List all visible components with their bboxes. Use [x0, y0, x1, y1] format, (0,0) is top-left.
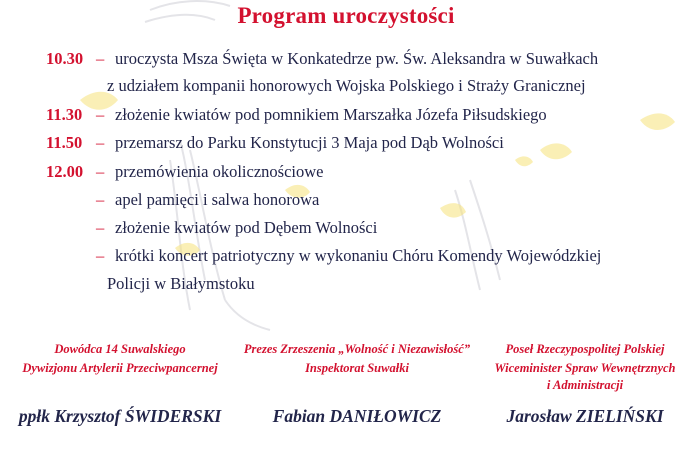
- program-dash: –: [96, 133, 105, 152]
- program-sub-item: [0, 244, 692, 268]
- program-dash: –: [96, 218, 105, 237]
- program-row: [0, 47, 692, 71]
- program-sub-item: [0, 188, 692, 212]
- signatory-title-line: Prezes Zrzeszenia „Wolność i Niezawisłość”: [243, 342, 471, 356]
- program-sub-text: apel pamięci i salwa honorowa: [115, 190, 320, 209]
- signatory-title-line: Inspektorat Suwałki: [305, 361, 409, 375]
- program-time: 12.00: [46, 162, 84, 181]
- program-text: przemówienia okolicznościowe: [115, 162, 324, 181]
- program-dash: –: [96, 162, 105, 181]
- signatory-title-block: [232, 340, 482, 378]
- program-dash: –: [96, 49, 105, 68]
- program-title: Program uroczystości: [237, 3, 455, 28]
- program-text: uroczysta Msza Święta w Konkatedrze pw. Św. Aleksandra w Suwałkach: [115, 49, 599, 68]
- signatory-title-line: Wiceminister Spraw Wewnętrznych: [494, 361, 676, 375]
- program-row: [0, 131, 692, 155]
- program-sub-item: [0, 216, 692, 240]
- program-dash: –: [96, 190, 105, 209]
- signatory-name: ppłk Krzysztof ŚWIDERSKI: [18, 406, 222, 426]
- signatory-title-line: i Administracji: [546, 378, 624, 392]
- program-time: 11.30: [46, 105, 83, 124]
- signatory-title-line: Poseł Rzeczypospolitej Polskiej: [505, 342, 665, 356]
- program-sub-text: krótki koncert patriotyczny w wykonaniu Chóru Komendy Wojewódzkiej: [115, 246, 602, 265]
- program-text-continuation: z udziałem kompanii honorowych Wojska Polskiego i Straży Granicznej: [107, 76, 586, 95]
- program-sub-item-continuation: [0, 272, 692, 296]
- signatory-title-line: Dywizjonu Artylerii Przeciwpancernej: [22, 361, 218, 375]
- program-text: złożenie kwiatów pod pomnikiem Marszałka Józefa Piłsudskiego: [115, 105, 547, 124]
- program-sub-text: złożenie kwiatów pod Dębem Wolności: [115, 218, 378, 237]
- signatory-name: Fabian DANIŁOWICZ: [272, 406, 442, 426]
- program-text: przemarsz do Parku Konstytucji 3 Maja pod Dąb Wolności: [115, 133, 504, 152]
- program-row-continuation: [0, 74, 692, 98]
- program-dash: –: [96, 246, 105, 265]
- program-time: 10.30: [46, 49, 84, 68]
- program-row: [0, 160, 692, 184]
- signatory-name: Jarosław ZIELIŃSKI: [506, 406, 664, 426]
- program-row: [0, 103, 692, 127]
- signatory-title-line: Dowódca 14 Suwalskiego: [54, 342, 186, 356]
- program-dash: –: [96, 105, 105, 124]
- program-time: 11.50: [46, 133, 83, 152]
- signatory-title-block: [0, 340, 240, 378]
- signatory-title-block: [478, 340, 692, 393]
- program-sub-text-continuation: Policji w Białymstoku: [107, 274, 255, 293]
